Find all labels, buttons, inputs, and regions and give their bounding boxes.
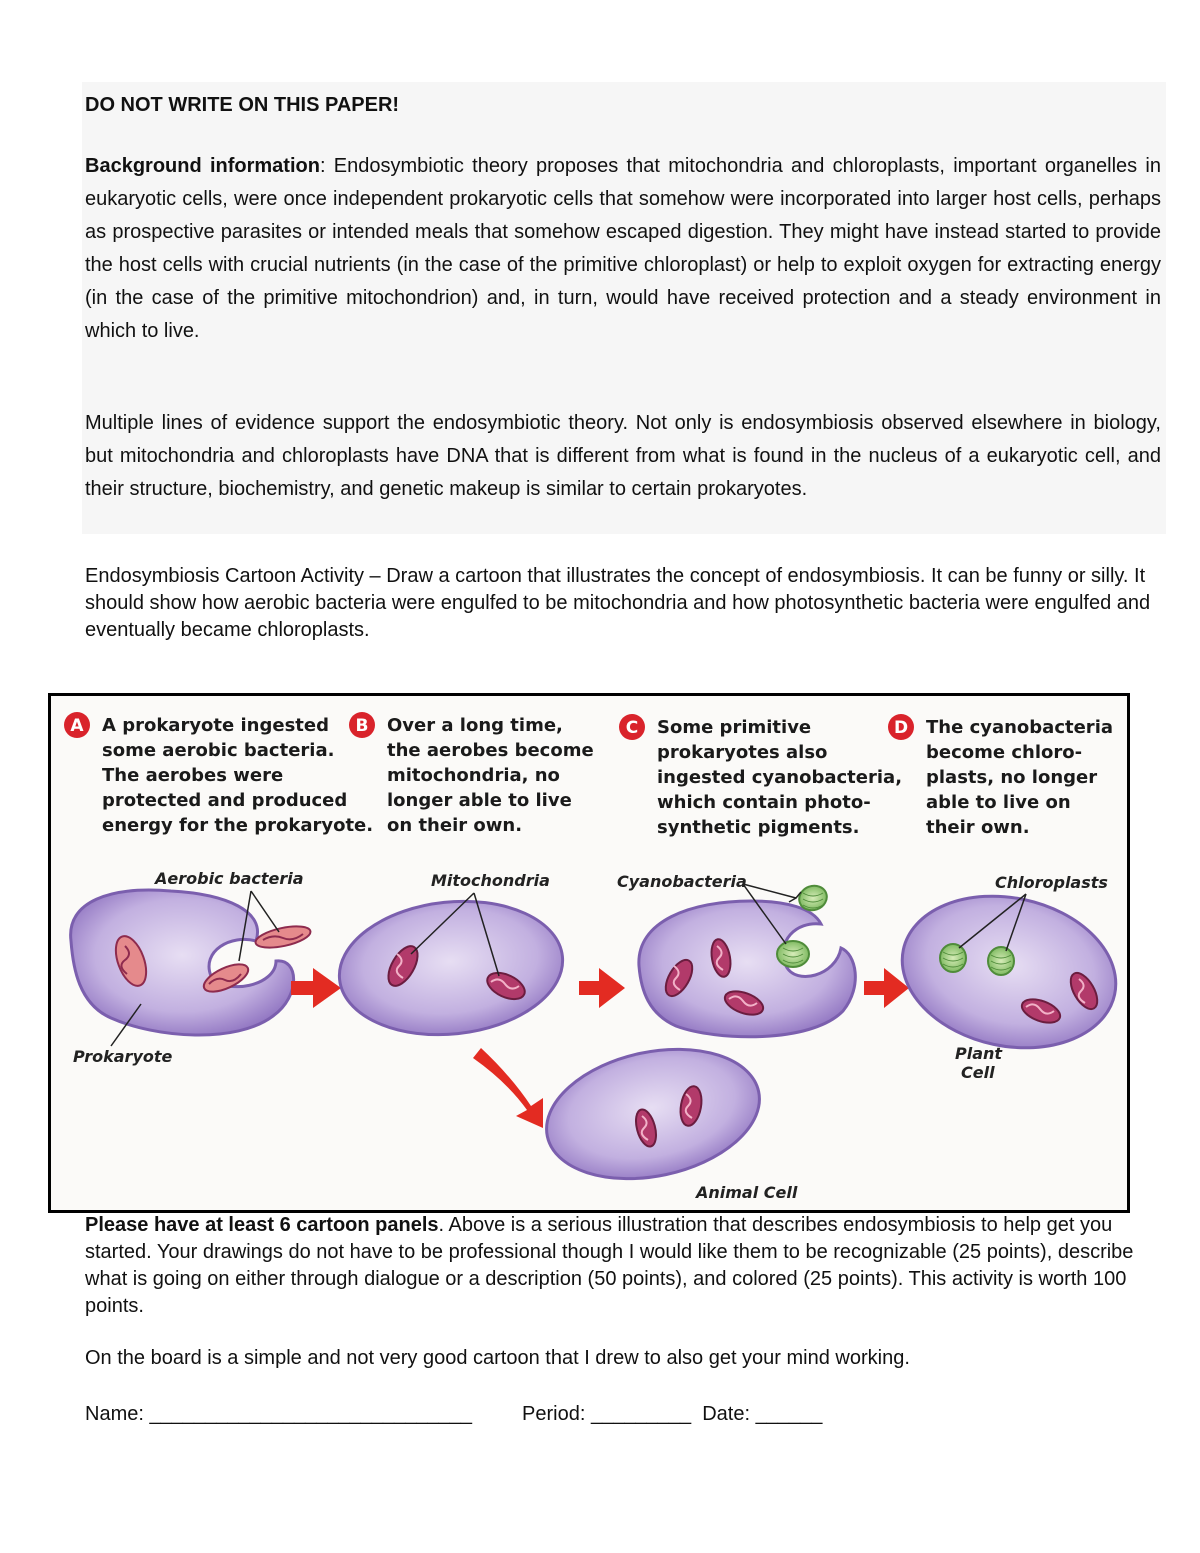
step-d-line-5: their own. — [926, 817, 1030, 838]
activity-description: Endosymbiosis Cartoon Activity – Draw a cartoon that illustrates the concept of endosymbiosis. It can be funny or silly. It should show how aerobic bacteria were engulfed to be mitochondria and how photosynthetic bacteria were engulfed and eventually became chloroplasts. — [85, 565, 1151, 641]
arrow-c-to-d — [864, 968, 909, 1008]
step-c-line-5: synthetic pigments. — [657, 817, 860, 838]
step-a — [64, 712, 373, 836]
prokaryote-label: Prokaryote — [73, 1047, 173, 1066]
warning-heading: DO NOT WRITE ON THIS PAPER! — [85, 94, 400, 116]
step-d — [888, 714, 1113, 838]
step-c — [619, 714, 902, 838]
step-b — [349, 712, 594, 836]
step-d-line-2: become chloro- — [926, 742, 1083, 763]
arrow-b-to-c — [579, 968, 625, 1008]
animal-cell-label: Animal Cell — [696, 1183, 798, 1202]
instructions-bold: Please have at least 6 cartoon panels — [85, 1214, 439, 1236]
aerobic-bacteria-pointer — [239, 891, 279, 961]
cyanobacteria-label: Cyanobacteria — [617, 872, 747, 891]
animal-cell-body — [534, 1031, 771, 1197]
arrow-b-to-animal-cell — [473, 1048, 543, 1128]
background-paragraph — [85, 150, 1161, 348]
cell-c-body — [639, 901, 855, 1037]
step-b-letter: B — [355, 716, 369, 736]
step-c-letter: C — [625, 718, 639, 738]
name-field[interactable]: Name: _____________________________ — [85, 1403, 473, 1425]
animal-cell — [534, 1031, 771, 1197]
step-d-line-1: The cyanobacteria — [926, 717, 1114, 738]
step-b-line-3: mitochondria, no — [387, 765, 560, 786]
instructions-paragraph — [85, 1212, 1161, 1320]
step-a-line-2: some aerobic bacteria. — [102, 740, 335, 761]
step-d-letter: D — [893, 718, 909, 738]
cell-b — [333, 891, 570, 1046]
arrow-a-to-b — [291, 968, 341, 1008]
board-note: On the board is a simple and not very good cartoon that I drew to also get your mind working. — [85, 1347, 910, 1369]
background-label: Background information — [85, 155, 320, 177]
step-c-line-4: which contain photo- — [657, 792, 871, 813]
chloroplasts-label: Chloroplasts — [995, 873, 1108, 892]
period-field[interactable]: Period: _________ — [522, 1403, 692, 1425]
step-a-line-4: protected and produced — [102, 790, 348, 811]
mitochondria-label: Mitochondria — [431, 871, 550, 890]
evidence-paragraph: Multiple lines of evidence support the endosymbiotic theory. Not only is endosymbiosis observed elsewhere in biology, but mitochondria and chloroplasts have DNA that is different from what is found in the nucleus of a eukaryotic cell, and their structure, biochemistry, and genetic makeup is similar to certain prokaryotes. — [85, 412, 1161, 500]
step-c-line-2: prokaryotes also — [657, 742, 828, 763]
student-fields — [85, 1403, 822, 1426]
step-c-line-1: Some primitive — [657, 717, 812, 738]
prokaryote-body — [71, 890, 294, 1035]
step-b-line-4: longer able to live — [387, 790, 572, 811]
cell-c — [639, 901, 855, 1037]
endosymbiosis-diagram — [51, 696, 1127, 1210]
prokaryote-cell — [71, 890, 294, 1035]
plant-cell-label-2: Cell — [961, 1063, 995, 1082]
free-aerobic-bacterium — [254, 922, 313, 951]
step-b-line-1: Over a long time, — [387, 715, 563, 736]
background-text: : Endosymbiotic theory proposes that mitochondria and chloroplasts, important organelles in eukaryotic cells, were once independent prokaryotic cells that somehow were incorporated into larger host cells, perhaps as prospective parasites or intended meals that somehow escaped digestion. They might have instead started to provide the host cells with crucial nutrients (in the case of the primitive chloroplast) or help to exploit oxygen for extracting energy (in the case of the primitive mitochondrion) and, in turn, would have received protection and a steady environment in which to live. — [85, 155, 1161, 342]
endosymbiosis-figure — [48, 693, 1130, 1213]
step-a-line-1: A prokaryote ingested — [102, 715, 329, 736]
step-b-line-5: on their own. — [387, 815, 523, 836]
step-a-line-5: energy for the prokaryote. — [102, 815, 374, 836]
step-d-line-3: plasts, no longer — [926, 767, 1098, 788]
plant-cell — [888, 877, 1127, 1067]
instructions-text: . Above is a serious illustration that describes endosymbiosis to help get you started. Your drawings do not have to be professional though I would like them to be recognizable (25 points), describe what is going on either through dialogue or a description (50 points), and colored (25 points). This activity is worth 100 points. — [85, 1214, 1134, 1317]
plant-cell-label-1: Plant — [955, 1044, 1003, 1063]
step-c-line-3: ingested cyanobacteria, — [657, 767, 903, 788]
step-d-line-4: able to live on — [926, 792, 1071, 813]
date-field[interactable]: Date: ______ — [702, 1403, 823, 1425]
step-a-letter: A — [70, 716, 84, 736]
aerobic-bacteria-label: Aerobic bacteria — [155, 869, 304, 888]
step-b-line-2: the aerobes become — [387, 740, 594, 761]
cell-b-body — [333, 891, 570, 1046]
step-a-line-3: The aerobes were — [102, 765, 284, 786]
